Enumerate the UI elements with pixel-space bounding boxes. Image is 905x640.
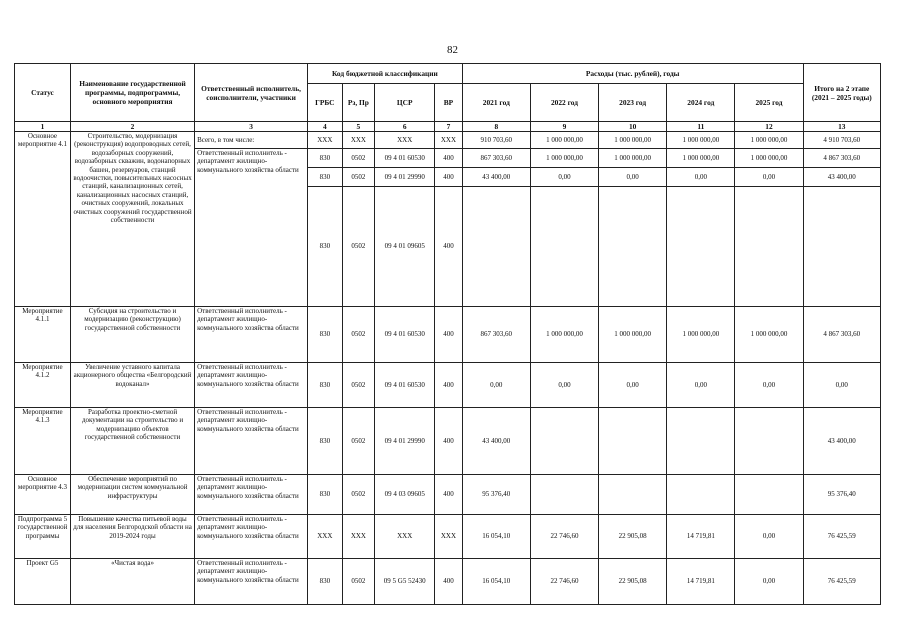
column-index: 3 (195, 122, 308, 132)
column-index: 12 (735, 122, 803, 132)
csr-cell: XXX (375, 515, 435, 559)
header-name: Наименование государственной программы, подпрограммы, основного мероприятия (70, 64, 194, 122)
amount-2021-cell: 43 400,00 (462, 168, 530, 187)
column-index: 10 (599, 122, 667, 132)
amount-2021-cell: 867 303,60 (462, 307, 530, 363)
amount-2023-cell (599, 187, 667, 307)
amount-2024-cell: 14 719,81 (667, 559, 735, 605)
amount-2021-cell: 0,00 (462, 363, 530, 408)
amount-2025-cell: 1 000 000,00 (735, 307, 803, 363)
total-cell: 76 425,59 (803, 515, 880, 559)
total-cell: 76 425,59 (803, 559, 880, 605)
column-index: 7 (435, 122, 463, 132)
name-cell: Строительство, модернизация (реконструкция) водопроводных сетей, водозаборных сооружений, водозаборных скважин, водонапорных башен, резервуаров, станций водоочистки, повысительных насосных станций, канализационных сетей, канализационных насосных станций, очистных сооружений, локальных очистных сооружений государственной собственности (70, 132, 194, 307)
amount-2021-cell: 910 703,60 (462, 132, 530, 149)
name-cell: Разработка проектно-сметной документации на строительство и модернизацию объектов государственной собственности (70, 408, 194, 475)
grbs-cell: XXX (308, 515, 343, 559)
amount-2022-cell: 22 746,60 (530, 515, 598, 559)
table-row (15, 307, 881, 363)
grbs-cell: 830 (308, 475, 343, 515)
header-status: Статус (15, 64, 71, 122)
csr-cell: XXX (375, 132, 435, 149)
header-year-2021: 2021 год (462, 84, 530, 122)
amount-2022-cell: 1 000 000,00 (530, 132, 598, 149)
executor-cell: Ответственный исполнитель - департамент жилищно-коммунального хозяйства области (195, 515, 308, 559)
amount-2024-cell (667, 408, 735, 475)
amount-2023-cell: 1 000 000,00 (599, 307, 667, 363)
name-cell: Субсидия на строительство и модернизацию (реконструкцию) государственной собственности (70, 307, 194, 363)
status-cell: Мероприятие 4.1.3 (15, 408, 71, 475)
amount-2025-cell: 0,00 (735, 515, 803, 559)
grbs-cell: 830 (308, 168, 343, 187)
csr-cell: 09 4 01 60530 (375, 307, 435, 363)
csr-cell: 09 4 01 29990 (375, 408, 435, 475)
csr-cell: 09 4 01 60530 (375, 149, 435, 168)
page-number: 82 (447, 44, 458, 56)
amount-2023-cell: 22 905,08 (599, 559, 667, 605)
column-index: 13 (803, 122, 880, 132)
grbs-cell: 830 (308, 187, 343, 307)
total-cell: 43 400,00 (803, 408, 880, 475)
rzpr-cell: 0502 (342, 168, 375, 187)
grbs-cell: 830 (308, 408, 343, 475)
header-budget-code: Код бюджетной классификации (308, 64, 463, 84)
rzpr-cell: 0502 (342, 363, 375, 408)
executor-cell: Ответственный исполнитель - департамент жилищно-коммунального хозяйства области (195, 363, 308, 408)
csr-cell: 09 4 03 09605 (375, 475, 435, 515)
amount-2025-cell: 0,00 (735, 559, 803, 605)
column-index: 9 (530, 122, 598, 132)
column-index: 8 (462, 122, 530, 132)
total-cell: 43 400,00 (803, 168, 880, 187)
amount-2023-cell: 0,00 (599, 363, 667, 408)
amount-2025-cell (735, 408, 803, 475)
amount-2025-cell: 1 000 000,00 (735, 132, 803, 149)
name-cell: Повышение качества питьевой воды для населения Белгородской области на 2019-2024 годы (70, 515, 194, 559)
executor-total-cell: Всего, в том числе: (195, 132, 308, 149)
status-cell: Подпрограмма 5 государственной программы (15, 515, 71, 559)
rzpr-cell: 0502 (342, 307, 375, 363)
column-index: 6 (375, 122, 435, 132)
amount-2024-cell: 1 000 000,00 (667, 149, 735, 168)
amount-2022-cell (530, 187, 598, 307)
total-cell (803, 187, 880, 307)
name-cell: Обеспечение мероприятий по модернизации систем коммунальной инфраструктуры (70, 475, 194, 515)
table-row (15, 559, 881, 605)
vr-cell: 400 (435, 187, 463, 307)
name-cell: «Чистая вода» (70, 559, 194, 605)
amount-2023-cell (599, 408, 667, 475)
table-row (15, 132, 881, 149)
amount-2021-cell: 867 303,60 (462, 149, 530, 168)
table-row (15, 408, 881, 475)
total-cell: 4 867 303,60 (803, 149, 880, 168)
header-vr: ВР (435, 84, 463, 122)
vr-cell: XXX (435, 515, 463, 559)
table-row (15, 475, 881, 515)
rzpr-cell: 0502 (342, 149, 375, 168)
amount-2023-cell: 1 000 000,00 (599, 149, 667, 168)
rzpr-cell: 0502 (342, 559, 375, 605)
amount-2022-cell: 0,00 (530, 168, 598, 187)
amount-2022-cell (530, 408, 598, 475)
header-total: Итого на 2 этапе (2021 – 2025 годы) (803, 64, 880, 122)
csr-cell: 09 5 G5 52430 (375, 559, 435, 605)
amount-2025-cell (735, 475, 803, 515)
header-executor: Ответственный исполнитель, соисполнители, участники (195, 64, 308, 122)
column-index: 4 (308, 122, 343, 132)
status-cell: Проект G5 (15, 559, 71, 605)
amount-2021-cell: 95 376,40 (462, 475, 530, 515)
rzpr-cell: 0502 (342, 408, 375, 475)
table-row (15, 363, 881, 408)
csr-cell: 09 4 01 29990 (375, 168, 435, 187)
amount-2022-cell: 1 000 000,00 (530, 307, 598, 363)
amount-2021-cell: 16 054,10 (462, 515, 530, 559)
csr-cell: 09 4 01 60530 (375, 363, 435, 408)
grbs-cell: XXX (308, 132, 343, 149)
rzpr-cell: XXX (342, 132, 375, 149)
status-cell: Основное мероприятие 4.3 (15, 475, 71, 515)
vr-cell: XXX (435, 132, 463, 149)
rzpr-cell: XXX (342, 515, 375, 559)
column-index: 2 (70, 122, 194, 132)
vr-cell: 400 (435, 475, 463, 515)
header-year-2024: 2024 год (667, 84, 735, 122)
header-year-2025: 2025 год (735, 84, 803, 122)
grbs-cell: 830 (308, 559, 343, 605)
executor-cell: Ответственный исполнитель - департамент жилищно-коммунального хозяйства области (195, 149, 308, 307)
amount-2022-cell: 1 000 000,00 (530, 149, 598, 168)
amount-2021-cell (462, 187, 530, 307)
executor-cell: Ответственный исполнитель - департамент жилищно-коммунального хозяйства области (195, 475, 308, 515)
header-rzpr: Рз, Пр (342, 84, 375, 122)
amount-2022-cell: 22 746,60 (530, 559, 598, 605)
amount-2025-cell: 0,00 (735, 168, 803, 187)
total-cell: 4 910 703,60 (803, 132, 880, 149)
amount-2023-cell (599, 475, 667, 515)
header-grbs: ГРБС (308, 84, 343, 122)
amount-2023-cell: 22 905,08 (599, 515, 667, 559)
vr-cell: 400 (435, 408, 463, 475)
csr-cell: 09 4 01 09605 (375, 187, 435, 307)
amount-2023-cell: 1 000 000,00 (599, 132, 667, 149)
amount-2024-cell: 1 000 000,00 (667, 132, 735, 149)
amount-2024-cell (667, 475, 735, 515)
vr-cell: 400 (435, 307, 463, 363)
amount-2024-cell: 14 719,81 (667, 515, 735, 559)
grbs-cell: 830 (308, 149, 343, 168)
header-csr: ЦСР (375, 84, 435, 122)
executor-cell: Ответственный исполнитель - департамент жилищно-коммунального хозяйства области (195, 559, 308, 605)
column-index: 1 (15, 122, 71, 132)
status-cell: Мероприятие 4.1.2 (15, 363, 71, 408)
total-cell: 0,00 (803, 363, 880, 408)
executor-cell: Ответственный исполнитель - департамент жилищно-коммунального хозяйства области (195, 307, 308, 363)
vr-cell: 400 (435, 168, 463, 187)
amount-2023-cell: 0,00 (599, 168, 667, 187)
column-index: 11 (667, 122, 735, 132)
amount-2024-cell: 0,00 (667, 363, 735, 408)
total-cell: 95 376,40 (803, 475, 880, 515)
column-index: 5 (342, 122, 375, 132)
grbs-cell: 830 (308, 307, 343, 363)
executor-cell: Ответственный исполнитель - департамент жилищно-коммунального хозяйства области (195, 408, 308, 475)
amount-2025-cell: 1 000 000,00 (735, 149, 803, 168)
vr-cell: 400 (435, 149, 463, 168)
amount-2022-cell: 0,00 (530, 363, 598, 408)
vr-cell: 400 (435, 559, 463, 605)
total-cell: 4 867 303,60 (803, 307, 880, 363)
table-row (15, 515, 881, 559)
amount-2021-cell: 16 054,10 (462, 559, 530, 605)
header-expenses: Расходы (тыс. рублей), годы (462, 64, 803, 84)
header-year-2023: 2023 год (599, 84, 667, 122)
grbs-cell: 830 (308, 363, 343, 408)
amount-2024-cell: 1 000 000,00 (667, 307, 735, 363)
amount-2024-cell: 0,00 (667, 168, 735, 187)
name-cell: Увеличение уставного капитала акционерного общества «Белгородский водоканал» (70, 363, 194, 408)
amount-2022-cell (530, 475, 598, 515)
status-cell: Основное мероприятие 4.1 (15, 132, 71, 307)
budget-table (14, 63, 881, 605)
vr-cell: 400 (435, 363, 463, 408)
amount-2024-cell (667, 187, 735, 307)
rzpr-cell: 0502 (342, 187, 375, 307)
status-cell: Мероприятие 4.1.1 (15, 307, 71, 363)
amount-2025-cell (735, 187, 803, 307)
amount-2025-cell: 0,00 (735, 363, 803, 408)
header-year-2022: 2022 год (530, 84, 598, 122)
rzpr-cell: 0502 (342, 475, 375, 515)
amount-2021-cell: 43 400,00 (462, 408, 530, 475)
